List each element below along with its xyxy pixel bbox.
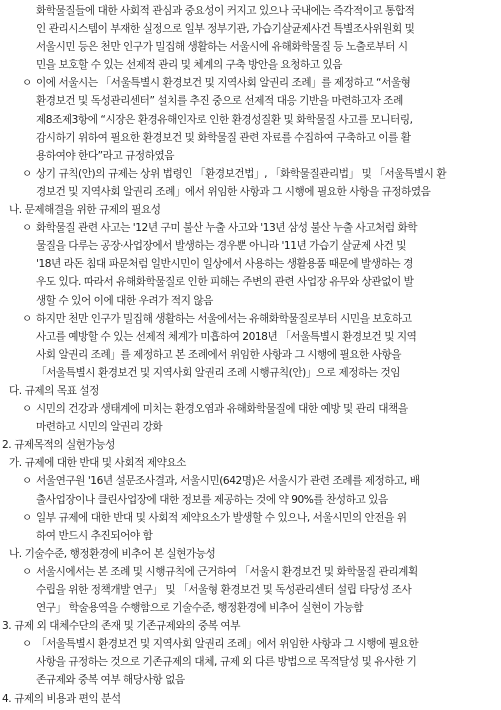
line-text: 출사업장이나 클린사업장에 대한 정보를 제공하는 것에 약 90%를 찬성하고 있음 [36,493,388,506]
paragraph-line [0,20,501,38]
bullet-marker: ㅇ [22,77,32,90]
subsection-heading [0,454,501,472]
line-text: 우도 있다. 따라서 유해화학물질로 인한 피해는 주변의 관련 사업장 유무와 상관없이 발 [36,276,414,289]
paragraph-line [0,56,501,74]
bullet-marker: ㅇ [22,222,32,235]
paragraph-line [0,328,501,346]
line-text: 제8조제3항에 “시장은 환경유해인자로 인한 환경성질환 및 화학물질 사고를 모니터링, [36,113,413,126]
line-text: 감시하기 위하여 필요한 환경보건 및 화학물질 관련 자료를 수집하여 구축하고 이를 활 [36,131,411,144]
paragraph-line [0,364,501,382]
bullet-paragraph-line [0,74,501,92]
paragraph-line [0,2,501,20]
line-text: 일부 규제에 대한 반대 및 사회적 제약요소가 발생할 수 있으나, 서울시민의 안전을 위 [36,511,407,524]
line-text: 하여 반드시 추진되어야 함 [36,529,153,542]
bullet-paragraph-line [0,472,501,490]
line-text: 사항을 규정하는 것으로 기존규제의 대체, 규제 외 다른 방법으로 목적달성 및 유사한 기 [36,656,417,669]
paragraph-line [0,255,501,273]
paragraph-line [0,147,501,165]
subsection-heading [0,382,501,400]
paragraph-line [0,183,501,201]
bullet-marker: ㅇ [22,511,32,524]
paragraph-line [0,38,501,56]
line-text: 연구」 학술용역을 수행함으로 기술수준, 행정환경에 비추어 실현이 가능함 [36,602,363,615]
line-text: 이에 서울시는 「서울특별시 환경보건 및 지역사회 알권리 조례」를 제정하고 “서울형 [36,77,411,90]
line-text: 가. 규제에 대한 반대 및 사회적 제약요소 [9,457,186,470]
bullet-marker: ㅇ [22,167,32,180]
paragraph-line [0,92,501,110]
bullet-paragraph-line [0,400,501,418]
paragraph-line [0,346,501,364]
bullet-paragraph-line [0,165,501,183]
section-heading [0,690,501,708]
paragraph-line [0,581,501,599]
paragraph-line [0,292,501,310]
bullet-marker: ㅇ [22,475,32,488]
line-text: 사회 알권리 조례」를 제정하고 본 조례에서 위임한 사항과 그 시행에 필요한 사항을 [36,348,402,361]
paragraph-line [0,491,501,509]
line-text: 다. 규제의 목표 설정 [9,384,99,397]
paragraph-line [0,671,501,689]
bullet-marker: ㅇ [22,403,32,416]
bullet-paragraph-line [0,219,501,237]
line-text: 시민의 건강과 생태계에 미치는 환경오염과 유해화학물질에 대한 예방 및 관리 대책을 [36,403,408,416]
section-heading [0,617,501,635]
line-text: 「서울특별시 환경보건 및 지역사회 알권리 조례」에서 위임한 사항과 그 시행에 필요한 [36,638,419,651]
bullet-marker: ㅇ [22,565,32,578]
line-text: '18년 라돈 침대 파문처럼 일반시민이 일상에서 사용하는 생활용품 때문에 발생하는 경 [36,258,413,271]
line-text: 「서울특별시 환경보건 및 지역사회 알권리 조례 시행규칙(안)」으로 제정하는 것임 [36,366,401,379]
section-heading [0,436,501,454]
bullet-paragraph-line [0,509,501,527]
line-text: 서울시민 등은 천만 인구가 밀집해 생활하는 서울시에 유해화학물질 등 노출로부터 시 [36,41,408,54]
line-text: 민을 보호할 수 있는 선제적 관리 및 체계의 구축 방안을 요청하고 있음 [36,59,343,72]
bullet-paragraph-line [0,563,501,581]
line-text: 사고를 예방할 수 있는 선제적 체계가 미흡하여 2018년 「서울특별시 환경보건 및 지역 [36,330,417,343]
line-text: 존규제와 중복 여부 해당사항 없음 [36,674,185,687]
paragraph-line [0,599,501,617]
bullet-paragraph-line [0,635,501,653]
line-text: 상기 규칙(안)의 규제는 상위 법령인 「환경보건법」, 「화학물질관리법」 및 「서울특별시 환 [36,167,447,180]
line-text: 물질을 다루는 공장·사업장에서 발생하는 경우뿐 아니라 '11년 가습기 살균제 사건 및 [36,240,406,253]
line-text: 4. 규제의 비용과 편익 분석 [2,692,121,705]
line-text: 화학물질 관련 사고는 '12년 구미 불산 누출 사고와 '13년 삼성 불산 누출 사고처럼 화학 [36,222,418,235]
line-text: 용하여야 한다”라고 규정하였음 [36,149,175,162]
line-text: 하지만 천만 인구가 밀집해 생활하는 서울에서는 유해화학물질로부터 시민을 보호하고 [36,312,412,325]
bullet-paragraph-line [0,310,501,328]
bullet-marker: ㅇ [22,638,32,651]
line-text: 경보건 및 지역사회 알권리 조례」에서 위임한 사항과 그 시행에 필요한 사항을 규정하였음 [36,185,431,198]
line-text: 인 관리시스템이 부재한 실정으로 일부 정부기관, 가습기살균제사건 특별조사위원회 및 [36,23,415,36]
line-text: 서울시에서는 본 조례 및 시행규칙에 근거하여 「서울시 환경보건 및 화학물질 관리계획 [36,565,418,578]
paragraph-line [0,273,501,291]
paragraph-line [0,129,501,147]
paragraph-line [0,527,501,545]
line-text: 나. 문제해결을 위한 규제의 필요성 [9,204,161,217]
subsection-heading [0,545,501,563]
bullet-marker: ㅇ [22,312,32,325]
line-text: 생할 수 있어 이에 대한 우려가 적지 않음 [36,294,213,307]
paragraph-line [0,237,501,255]
line-text: 나. 기술수준, 행정환경에 비추어 본 실현가능성 [9,547,216,560]
paragraph-line [0,418,501,436]
line-text: 환경보건 및 독성관리센터” 설치를 추진 중으로 선제적 대응 기반을 마련하고자 조례 [36,95,403,108]
paragraph-line [0,111,501,129]
line-text: 수립을 위한 정책개발 연구」 및 「서울형 환경보건 및 독성관리센터 설립 타당성 조사 [36,584,412,596]
line-text: 3. 규제 외 대체수단의 존재 및 기존규제와의 중복 여부 [2,620,241,633]
line-text: 마련하고 시민의 알권리 강화 [36,421,163,434]
paragraph-line [0,653,501,671]
line-text: 서울연구원 '16년 설문조사결과, 서울시민(642명)은 서울시가 관련 조례를 제정하고, 배 [36,475,420,488]
line-text: 2. 규제목적의 실현가능성 [2,439,115,452]
line-text: 화학물질들에 대한 사회적 관심과 중요성이 커지고 있으나 국내에는 즉각적이고 통합적 [36,5,415,17]
subsection-heading [0,201,501,219]
